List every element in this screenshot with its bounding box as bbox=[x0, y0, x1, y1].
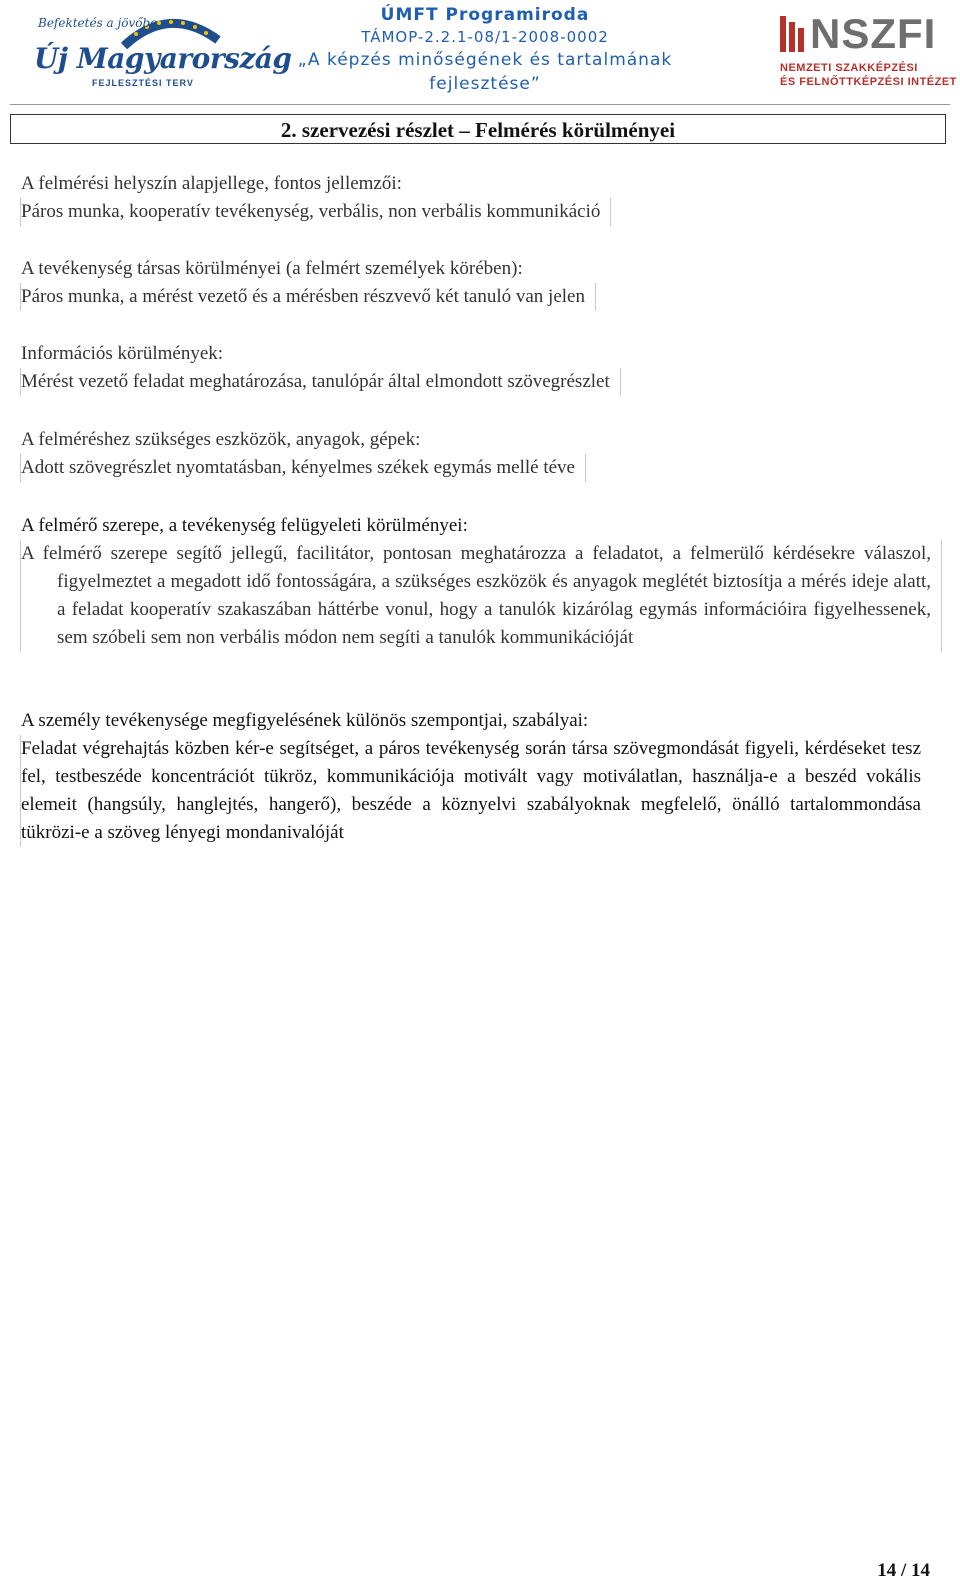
header-project-code: TÁMOP-2.2.1-08/1-2008-0002 bbox=[361, 28, 609, 46]
block-label: A tevékenység társas körülményei (a felmért személyek körében): bbox=[21, 258, 523, 279]
institute-line1: NEMZETI SZAKKÉPZÉSI bbox=[780, 62, 918, 74]
block-value: Feladat végrehajtás közben kér-e segítséget, a páros tevékenység során társa szövegmondását figyeli, kérdéseket tesz fel, testbeszéde koncentrációt tükröz, kommunikációja motivált vagy motiválatlan, használja-e a beszéd vokális elemeit (hangsúly, hanglejtés, hangerő), beszéde a köznyelvi szabályoknak megfelelő, önálló tartalommondása tükrözi-e a szöveg lényegi mondanivalóját bbox=[20, 735, 931, 847]
header-project-title-line2: fejlesztése” bbox=[429, 74, 541, 94]
institute-line2: ÉS FELNŐTTKÉPZÉSI INTÉZET bbox=[780, 76, 957, 88]
block-social-circumstances bbox=[21, 255, 941, 311]
nszfi-logo bbox=[778, 10, 957, 92]
page-header bbox=[0, 0, 960, 108]
logo-tagline: Befektetés a jövőbe bbox=[38, 16, 158, 30]
block-information bbox=[21, 340, 941, 396]
nszfi-name: NSZFI bbox=[810, 10, 937, 57]
uj-magyarorszag-logo bbox=[30, 8, 292, 98]
block-label: A felméréshez szükséges eszközök, anyagok, gépek: bbox=[21, 429, 421, 450]
logo-brand: Új Magyarország bbox=[34, 42, 292, 75]
block-label: A felmérési helyszín alapjellege, fontos jellemzői: bbox=[21, 173, 402, 194]
block-label: Információs körülmények: bbox=[21, 343, 224, 364]
block-label: A személy tevékenysége megfigyelésének különös szempontjai, szabályai: bbox=[21, 710, 589, 731]
header-office: ÚMFT Programiroda bbox=[380, 5, 590, 25]
block-value: Páros munka, a mérést vezető és a mérésben részvevő két tanuló van jelen bbox=[20, 283, 596, 311]
block-location bbox=[21, 170, 941, 226]
header-divider bbox=[10, 104, 950, 105]
section-title: 2. szervezési részlet – Felmérés körülményei bbox=[10, 114, 946, 144]
logo-subtitle: FEJLESZTÉSI TERV bbox=[92, 78, 194, 88]
block-assessor-role bbox=[21, 512, 941, 652]
block-observation bbox=[21, 707, 941, 847]
block-value: Páros munka, kooperatív tevékenység, verbális, non verbális kommunikáció bbox=[20, 198, 611, 226]
block-value: A felmérő szerepe segítő jellegű, facilitátor, pontosan meghatározza a feladatot, a felmerülő kérdésekre válaszol, figyelmeztet a megadott idő fontosságára, a szükséges eszközök és anyagok meglétét biztosítja a mérés ideje alatt, a feladat kooperatív szakaszában háttérbe vonul, hogy a tanulók kizárólag egymás információira figyelhessenek, sem szóbeli sem non verbális módon nem segíti a tanulók kommunikációját bbox=[20, 540, 942, 652]
block-label: A felmérő szerepe, a tevékenység felügyeleti körülményei: bbox=[21, 515, 468, 536]
page-number: 14 / 14 bbox=[877, 1560, 930, 1581]
block-value: Mérést vezető feladat meghatározása, tanulópár által elmondott szövegrészlet bbox=[20, 368, 621, 396]
block-tools bbox=[21, 426, 941, 482]
header-project-title-line1: „A képzés minőségének és tartalmának bbox=[297, 50, 673, 70]
block-value: Adott szövegrészlet nyomtatásban, kényelmes székek egymás mellé téve bbox=[20, 454, 586, 482]
nszfi-mark-icon bbox=[778, 12, 808, 56]
header-project-info bbox=[270, 4, 700, 96]
